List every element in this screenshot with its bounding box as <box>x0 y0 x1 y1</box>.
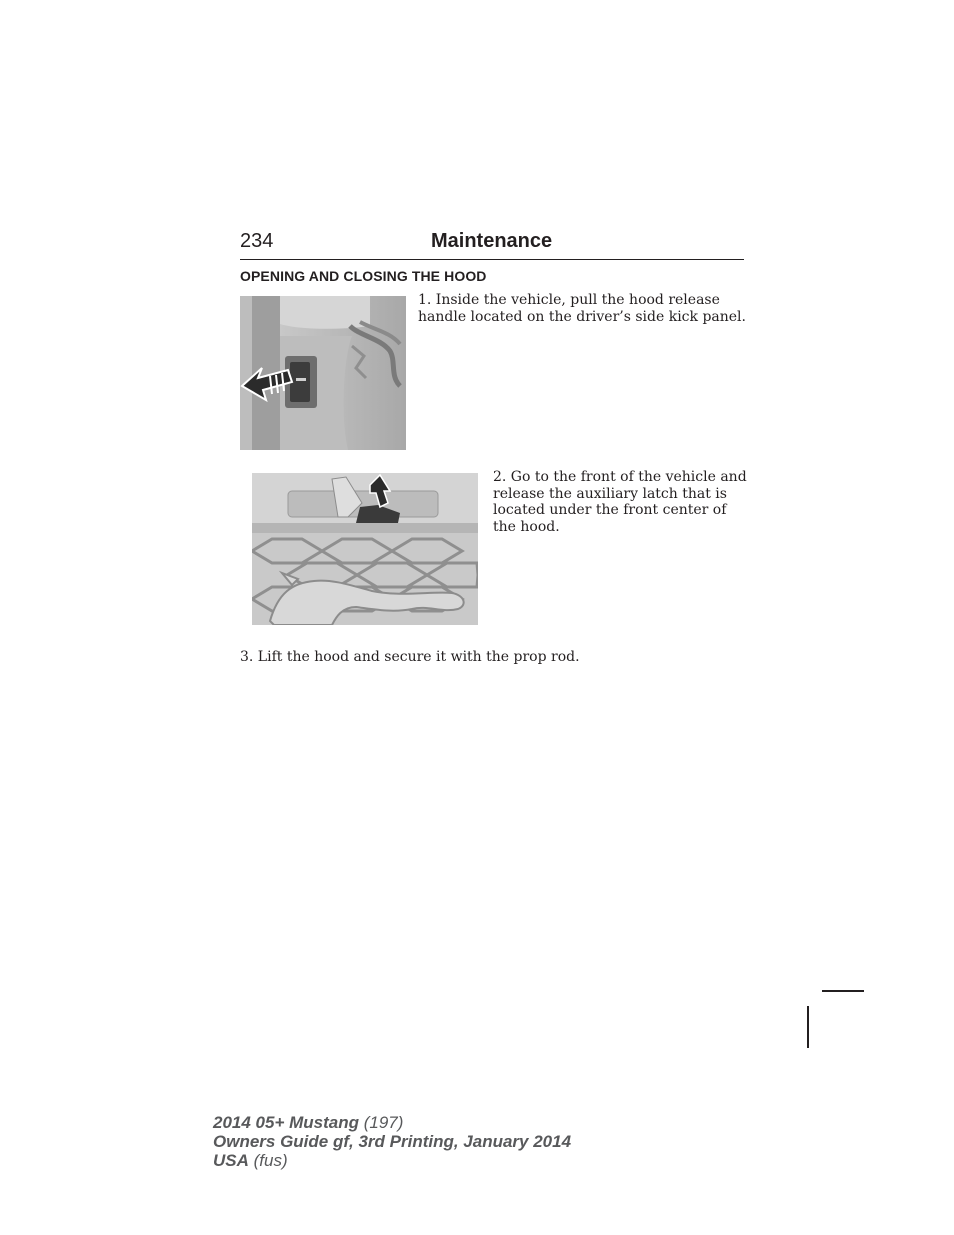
footer-model-code: (197) <box>363 1113 404 1132</box>
crop-mark-vertical <box>807 1006 809 1048</box>
page-number: 234 <box>240 230 274 252</box>
step-2-text: 2. Go to the front of the vehicle and release the auxiliary latch that is located under the front center of the hood. <box>493 469 747 535</box>
footer-model: 2014 05+ Mustang <box>213 1113 359 1132</box>
auxiliary-latch-grille-illustration <box>252 473 478 625</box>
hood-release-handle-illustration <box>240 296 406 450</box>
footer-edition: Owners Guide gf, 3rd Printing, January 2014 <box>213 1132 572 1151</box>
print-footer <box>213 1113 571 1170</box>
footer-line-3 <box>213 1151 571 1170</box>
crop-mark-horizontal <box>822 990 864 992</box>
page-header <box>240 229 744 260</box>
chapter-title: Maintenance <box>431 230 553 252</box>
section-title: OPENING AND CLOSING THE HOOD <box>240 268 487 284</box>
step-1-text: 1. Inside the vehicle, pull the hood release handle located on the driver’s side kick panel. <box>418 292 746 325</box>
footer-market: USA <box>213 1151 249 1170</box>
step-3-text: 3. Lift the hood and secure it with the prop rod. <box>240 649 580 665</box>
footer-line-2 <box>213 1132 571 1151</box>
footer-line-1 <box>213 1113 571 1132</box>
footer-market-code: (fus) <box>253 1151 288 1170</box>
